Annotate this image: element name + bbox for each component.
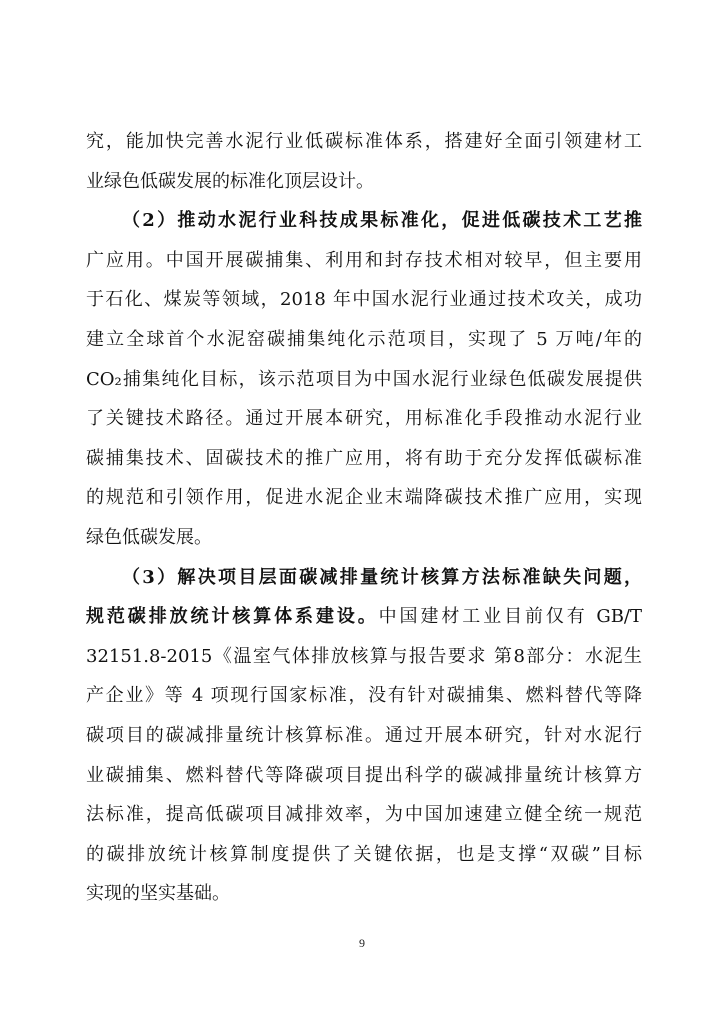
page-number: 9 xyxy=(359,936,365,950)
text-line-5: 于石化、煤炭等领域，2018 年中国水泥行业通过技术攻关，成功 xyxy=(86,289,642,311)
text-line-14: 32151.8-2015《温室气体排放核算与报告要求 第8部分：水泥生 xyxy=(86,645,642,667)
text-line-18: 法标准，提高低碳项目减排效率，为中国加速建立健全统一规范 xyxy=(86,804,642,826)
section-heading-3-continued: 规范碳排放统计核算体系建设。 xyxy=(86,606,379,628)
body-text xyxy=(86,122,642,914)
text-line-20: 实现的坚实基础。 xyxy=(86,883,230,905)
text-line-10: 的规范和引领作用，促进水泥企业末端降碳技术推广应用，实现 xyxy=(86,487,642,509)
section-heading-3: （3）解决项目层面碳减排量统计核算方法标准缺失问题， xyxy=(122,566,642,588)
text-line-11: 绿色低碳发展。 xyxy=(86,526,212,548)
text-line-7: CO₂捕集纯化目标，该示范项目为中国水泥行业绿色低碳发展提供 xyxy=(86,368,642,390)
text-line-1: 究，能加快完善水泥行业低碳标准体系，搭建好全面引领建材工 xyxy=(86,131,642,152)
text-line-8: 了关键技术路径。通过开展本研究，用标准化手段推动水泥行业 xyxy=(86,408,642,430)
section-heading-2: （2）推动水泥行业科技成果标准化，促进低碳技术工艺推 xyxy=(122,210,642,232)
text-line-13-body: 中国建材工业目前仅有 GB/T xyxy=(378,606,642,628)
text-line-17: 业碳捕集、燃料替代等降碳项目提出科学的碳减排量统计核算方 xyxy=(86,764,642,786)
text-line-2: 业绿色低碳发展的标准化顶层设计。 xyxy=(86,170,374,192)
text-line-15: 产企业》等 4 项现行国家标准，没有针对碳捕集、燃料替代等降 xyxy=(86,685,642,707)
text-line-6: 建立全球首个水泥窑碳捕集纯化示范项目，实现了 5 万吨/年的 xyxy=(86,328,642,350)
text-line-19: 的碳排放统计核算制度提供了关键依据，也是支撑“双碳”目标 xyxy=(86,843,642,865)
text-line-13 xyxy=(86,597,642,637)
text-line-16: 碳项目的碳减排量统计核算标准。通过开展本研究，针对水泥行 xyxy=(86,724,642,746)
text-line-9: 碳捕集技术、固碳技术的推广应用，将有助于充分发挥低碳标准 xyxy=(86,447,642,469)
text-line-4: 广应用。中国开展碳捕集、利用和封存技术相对较早，但主要用 xyxy=(86,249,642,271)
